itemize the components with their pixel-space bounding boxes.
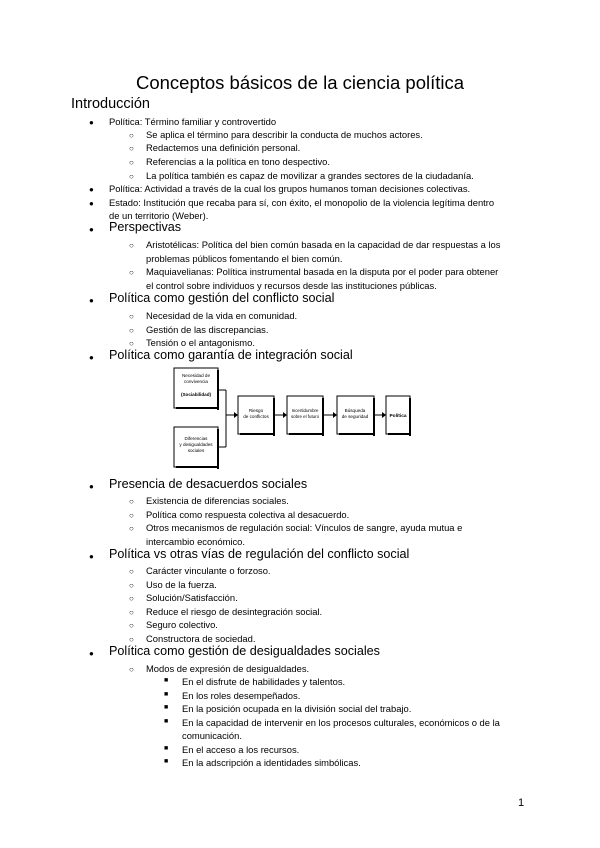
bullet-disc: ● [89,353,94,362]
bullet-disc: ● [89,185,94,194]
bullet-circle: ○ [129,326,134,335]
bullet-circle: ○ [129,144,134,153]
list-item: En el acceso a los recursos. [182,744,300,755]
list-item: En la adscripción a identidades simbólicas. [182,757,361,768]
bullet-circle: ○ [129,524,134,533]
bullet-circle: ○ [129,608,134,617]
list-heading: Presencia de desacuerdos sociales [109,477,308,491]
diagram-text: de conflictos [243,414,269,419]
list-heading: Perspectivas [109,220,182,234]
bullet-square: ■ [164,704,169,711]
bullet-disc: ● [89,199,94,208]
diagram-text: Diferencias [184,436,208,441]
list-item: Se aplica el término para describir la conducta de muchos actores. [146,129,423,140]
bullet-circle: ○ [129,621,134,630]
page-number: 1 [518,797,525,809]
list-item-continuation: de un territorio (Weber). [109,210,209,221]
list-item: Otros mecanismos de regulación social: Vínculos de sangre, ayuda mutua e [146,522,463,533]
bullet-square: ■ [164,758,169,765]
list-heading: Política como gestión de desigualdades sociales [109,644,380,658]
list-item: Aristotélicas: Política del bien común basada en la capacidad de dar respuestas a los [146,239,501,250]
bullet-circle: ○ [129,635,134,644]
bullet-square: ■ [164,677,169,684]
bullet-circle: ○ [129,567,134,576]
bullet-disc: ● [89,482,94,491]
bullet-circle: ○ [129,581,134,590]
bullet-circle: ○ [129,172,134,181]
list-item: En el disfrute de habilidades y talentos. [182,676,346,687]
list-item: Referencias a la política en tono despectivo. [146,156,330,167]
bullet-disc: ● [89,649,94,658]
bullet-square: ■ [164,745,169,752]
diagram-box-diferencias [174,427,218,467]
page-title: Conceptos básicos de la ciencia política [135,72,465,93]
list-item-continuation: el control sobre individuos y recursos desde las instituciones públicas. [146,280,437,291]
bullet-circle: ○ [129,665,134,674]
list-item: Tensión o el antagonismo. [146,337,255,348]
list-item: Carácter vinculante o forzoso. [146,565,271,576]
list-item: Estado: Institución que recaba para sí, con éxito, el monopolio de la violencia legítima dentro [109,197,495,208]
list-heading: Política vs otras vías de regulación del conflicto social [109,547,410,561]
list-item: En los roles desempeñados. [182,690,301,701]
list-item-continuation: intercambio económico. [146,536,246,547]
bullet-circle: ○ [129,594,134,603]
diagram-text: y desigualdades [179,442,213,447]
list-item: Necesidad de la vida en comunidad. [146,310,298,321]
section-heading: Introducción [71,96,150,112]
bullet-circle: ○ [129,511,134,520]
bullet-disc: ● [89,552,94,561]
bullet-circle: ○ [129,268,134,277]
list-item: Redactemos una definición personal. [146,142,301,153]
list-item: Constructora de sociedad. [146,633,256,644]
bullet-circle: ○ [129,312,134,321]
bullet-circle: ○ [129,497,134,506]
list-item: En la capacidad de intervenir en los procesos culturales, económicos o de la [182,717,500,728]
list-item: Solución/Satisfacción. [146,592,238,603]
diagram-text: Política [389,414,407,419]
bullet-disc: ● [89,118,94,127]
list-heading: Política como gestión del conflicto social [109,291,335,305]
diagram-text: Riesgo [248,408,264,413]
bullet-disc: ● [89,296,94,305]
bullet-disc: ● [89,225,94,234]
list-item: Reduce el riesgo de desintegración social. [146,606,323,617]
list-heading: Política como garantía de integración social [109,348,353,362]
diagram-text: de seguridad [341,414,369,419]
bullet-circle: ○ [129,158,134,167]
list-item: Modos de expresión de desigualdades. [146,663,310,674]
list-item: Política como respuesta colectiva al desacuerdo. [146,509,350,520]
list-item: Gestión de las discrepancias. [146,324,269,335]
list-item: Política: Término familiar y controvertido [109,116,277,127]
diagram-text: Necesidad de [181,373,211,378]
bullet-square: ■ [164,718,169,725]
diagram-text: Búsqueda [344,408,366,413]
bullet-square: ■ [164,691,169,698]
bullet-circle: ○ [129,241,134,250]
list-item: Uso de la fuerza. [146,579,217,590]
list-item: Política: Actividad a través de la cual los grupos humanos toman decisiones colectivas. [109,183,471,194]
diagram-text: Incertidumbre [291,408,319,413]
list-item-continuation: problemas públicos fomentando el bien común. [146,253,343,264]
list-item: Existencia de diferencias sociales. [146,495,289,506]
diagram-text: (Sociabilidad) [180,392,212,397]
bullet-circle: ○ [129,131,134,140]
list-item-continuation: comunicación. [182,730,242,741]
bullet-circle: ○ [129,339,134,348]
list-item: En la posición ocupada en la división social del trabajo. [182,703,412,714]
diagram-text: convivencia [183,379,209,384]
diagram-text: sobre el futuro [290,414,320,419]
list-item: Maquiavelianas: Política instrumental basada en la disputa por el poder para obtener [146,266,499,277]
diagram-text: sociales [187,448,205,453]
integration-diagram [166,365,416,473]
list-item: La política también es capaz de movilizar a grandes sectores de la ciudadanía. [146,170,474,181]
list-item: Seguro colectivo. [146,619,218,630]
